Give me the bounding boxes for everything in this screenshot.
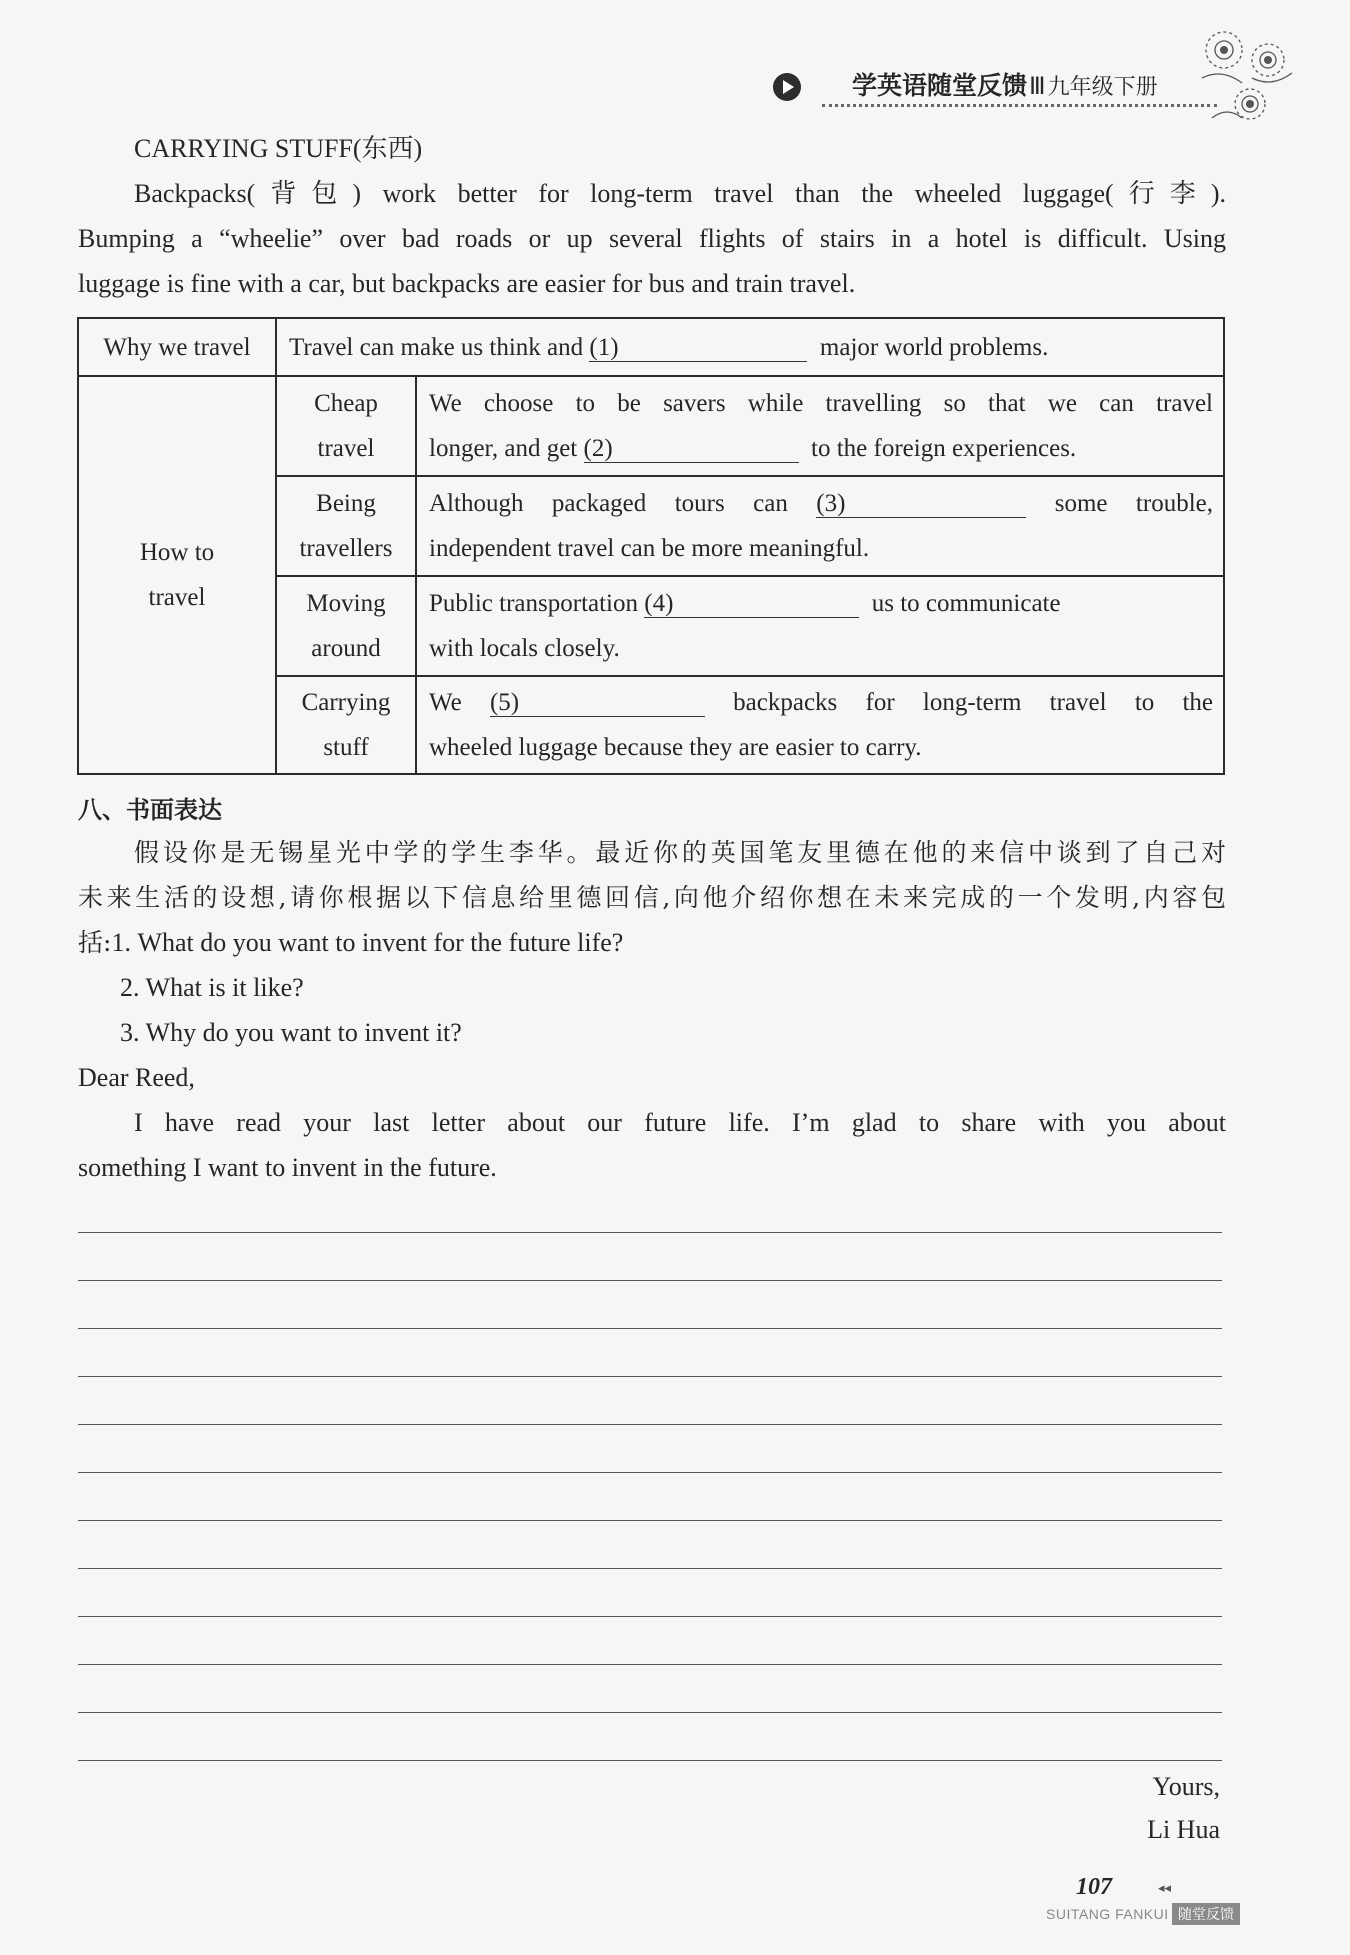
row-content: We choose to be savers while travelling so that we can travel longer, and get (2) to the foreign experiences. bbox=[416, 376, 1224, 476]
prompt-line: 括:1. What do you want to invent for the future life? bbox=[78, 928, 624, 957]
carrying-stuff-passage bbox=[78, 126, 1226, 306]
section-title: 八、书面表达 bbox=[78, 796, 222, 824]
row-content: We (5) backpacks for long-term travel to the wheeled luggage because they are easier to carry. bbox=[416, 676, 1224, 774]
writing-line[interactable] bbox=[78, 1568, 1222, 1569]
writing-line[interactable] bbox=[78, 1760, 1222, 1761]
footer-badge: 随堂反馈 bbox=[1172, 1903, 1240, 1925]
row-label: Moving around bbox=[276, 576, 416, 676]
signature: Li Hua bbox=[1147, 1815, 1220, 1844]
passage-line: Bumping a “wheelie” over bad roads or up several flights of stairs in a hotel is difficult. Using bbox=[78, 224, 1226, 253]
writing-line[interactable] bbox=[78, 1712, 1222, 1713]
how-label: How to travel bbox=[78, 376, 276, 774]
writing-line[interactable] bbox=[78, 1424, 1222, 1425]
passage-line: Backpacks(背包) work better for long-term travel than the wheeled luggage(行李). bbox=[134, 179, 1226, 208]
page-number: 107 bbox=[1076, 1874, 1112, 1900]
writing-line[interactable] bbox=[78, 1664, 1222, 1665]
passage-heading: CARRYING STUFF(东西) bbox=[134, 134, 423, 163]
travel-summary-table bbox=[77, 317, 1225, 775]
row-label: Cheap travel bbox=[276, 376, 416, 476]
letter-line: I have read your last letter about our future life. I’m glad to share with you about bbox=[134, 1108, 1226, 1137]
book-title: 学英语随堂反馈Ⅲ九年级下册 bbox=[852, 71, 1158, 100]
table-row bbox=[78, 318, 1224, 376]
row-content: Although packaged tours can (3) some trouble, independent travel can be more meaningful. bbox=[416, 476, 1224, 576]
table-row bbox=[78, 376, 1224, 476]
writing-line[interactable] bbox=[78, 1280, 1222, 1281]
blank-1[interactable]: (1) bbox=[589, 335, 807, 362]
grade-label: 九年级下册 bbox=[1047, 75, 1158, 100]
header-dotted-rule bbox=[822, 104, 1217, 107]
salutation: Dear Reed, bbox=[78, 1063, 195, 1092]
writing-line[interactable] bbox=[78, 1376, 1222, 1377]
writing-line[interactable] bbox=[78, 1232, 1222, 1233]
writing-line[interactable] bbox=[78, 1328, 1222, 1329]
blank-3[interactable]: (3) bbox=[816, 491, 1026, 518]
play-circle-icon bbox=[773, 73, 801, 101]
writing-line[interactable] bbox=[78, 1520, 1222, 1521]
blank-2[interactable]: (2) bbox=[584, 436, 799, 463]
writing-prompt bbox=[78, 830, 1226, 1190]
question-3: 3. Why do you want to invent it? bbox=[120, 1018, 462, 1047]
footer-brand: SUITANG FANKUI bbox=[1046, 1906, 1169, 1922]
prompt-line: 未来生活的设想,请你根据以下信息给里德回信,向他介绍你想在未来完成的一个发明,内容包 bbox=[78, 883, 1226, 912]
closing: Yours, bbox=[1152, 1772, 1220, 1801]
passage-line: luggage is fine with a car, but backpacks are easier for bus and train travel. bbox=[78, 269, 856, 298]
letter-line: something I want to invent in the future. bbox=[78, 1153, 497, 1182]
series-mark: Ⅲ bbox=[1029, 72, 1046, 100]
blank-5[interactable]: (5) bbox=[490, 690, 705, 717]
letter-signoff bbox=[1147, 1765, 1220, 1851]
writing-line[interactable] bbox=[78, 1472, 1222, 1473]
question-2: 2. What is it like? bbox=[120, 973, 304, 1002]
row-content: Public transportation (4) us to communicate with locals closely. bbox=[416, 576, 1224, 676]
question-1: 1. What do you want to invent for the future life? bbox=[111, 928, 624, 957]
why-label: Why we travel bbox=[78, 318, 276, 376]
prompt-line: 假设你是无锡星光中学的学生李华。最近你的英国笔友里德在他的来信中谈到了自己对 bbox=[134, 838, 1226, 867]
writing-line[interactable] bbox=[78, 1616, 1222, 1617]
flower-decoration-icon bbox=[1192, 18, 1302, 138]
blank-4[interactable]: (4) bbox=[644, 591, 859, 618]
row-label: Being travellers bbox=[276, 476, 416, 576]
arrow-left-icon: ◂◂ bbox=[1158, 1880, 1172, 1895]
row-label: Carrying stuff bbox=[276, 676, 416, 774]
why-content: Travel can make us think and (1) major world problems. bbox=[276, 318, 1224, 376]
